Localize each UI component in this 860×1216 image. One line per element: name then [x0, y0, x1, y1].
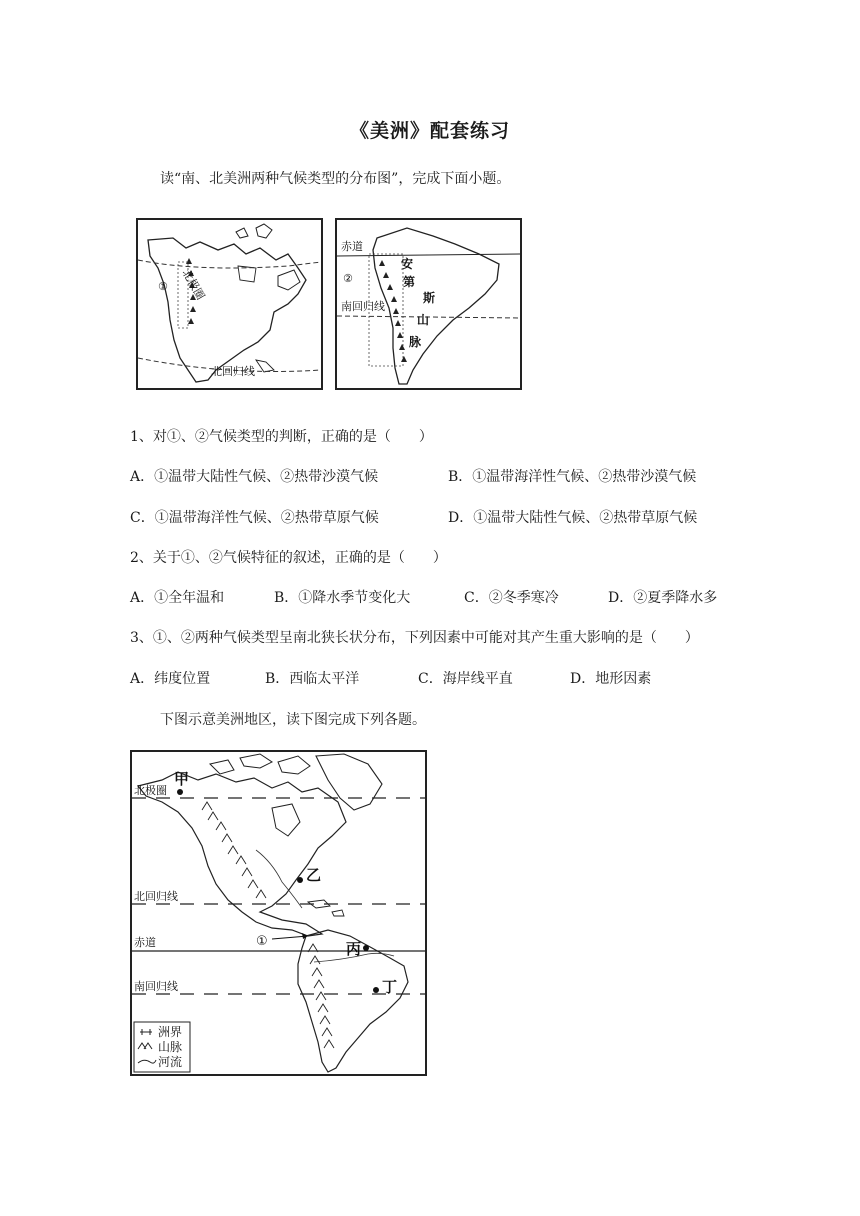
q3-option-a[interactable]: A．纬度位置: [130, 671, 211, 687]
page-title: 《美洲》配套练习: [349, 120, 510, 142]
tropic-cancer-label: 北回归线: [134, 890, 178, 903]
q1-option-d[interactable]: D．①温带大陆性气候、②热带草原气候: [448, 510, 698, 526]
na-cancer-label: 北回归线: [211, 365, 255, 378]
map2-marker-1: ①: [256, 934, 268, 949]
tropic-capricorn-label: 南回归线: [134, 980, 178, 993]
q2-option-c[interactable]: C．②冬季寒冷: [464, 590, 559, 606]
sa-marker-2: ②: [343, 272, 353, 285]
andes-char-1: 安: [401, 257, 414, 271]
intro-text-2: 下图示意美洲地区，读下图完成下列各题。: [160, 712, 426, 728]
intro-text-1: 读“南、北美洲两种气候类型的分布图”，完成下面小题。: [160, 171, 511, 187]
q3-option-b[interactable]: B．西临太平洋: [265, 671, 360, 687]
q1-option-b[interactable]: B．①温带海洋性气候、②热带沙漠气候: [448, 469, 697, 485]
sa-capricorn-label: 南回归线: [341, 300, 385, 313]
sa-equator-label: 赤道: [341, 240, 363, 253]
north-america-climate-map: [136, 218, 323, 390]
andes-char-2: 第: [403, 275, 416, 289]
equator-label: 赤道: [134, 936, 156, 949]
americas-map: [130, 750, 427, 1076]
point-jia-label: 甲: [174, 770, 190, 788]
legend-river-label: 河流: [158, 1055, 183, 1069]
legend-boundary-label: 洲界: [158, 1025, 183, 1039]
q1-option-a[interactable]: A．①温带大陆性气候、②热带沙漠气候: [130, 469, 379, 485]
andes-char-4: 山: [417, 313, 430, 327]
legend-mountain-label: 山脉: [158, 1040, 183, 1054]
south-america-climate-map: [335, 218, 522, 390]
q2-option-d[interactable]: D．②夏季降水多: [608, 590, 718, 606]
q2-stem: 2、关于①、②气候特征的叙述，正确的是（ ）: [130, 550, 447, 566]
arctic-circle-label: 北极圈: [134, 784, 167, 797]
q3-option-d[interactable]: D．地形因素: [570, 671, 652, 687]
q2-option-a[interactable]: A．①全年温和: [130, 590, 225, 606]
point-ding-label: 丁: [382, 978, 398, 996]
q3-option-c[interactable]: C．海岸线平直: [418, 671, 513, 687]
point-yi-label: 乙: [306, 866, 322, 884]
andes-char-5: 脉: [409, 335, 422, 349]
point-bing-label: 丙: [346, 940, 362, 958]
q2-option-b[interactable]: B．①降水季节变化大: [274, 590, 411, 606]
na-marker-1: ①: [158, 280, 168, 293]
andes-char-3: 斯: [423, 291, 436, 305]
q1-option-c[interactable]: C．①温带海洋性气候、②热带草原气候: [130, 510, 379, 526]
q3-stem: 3、①、②两种气候类型呈南北狭长状分布，下列因素中可能对其产生重大影响的是（ ）: [130, 630, 699, 646]
q1-stem: 1、对①、②气候类型的判断，正确的是（ ）: [130, 429, 433, 445]
na-arctic-label: 北极圈: [179, 267, 208, 303]
